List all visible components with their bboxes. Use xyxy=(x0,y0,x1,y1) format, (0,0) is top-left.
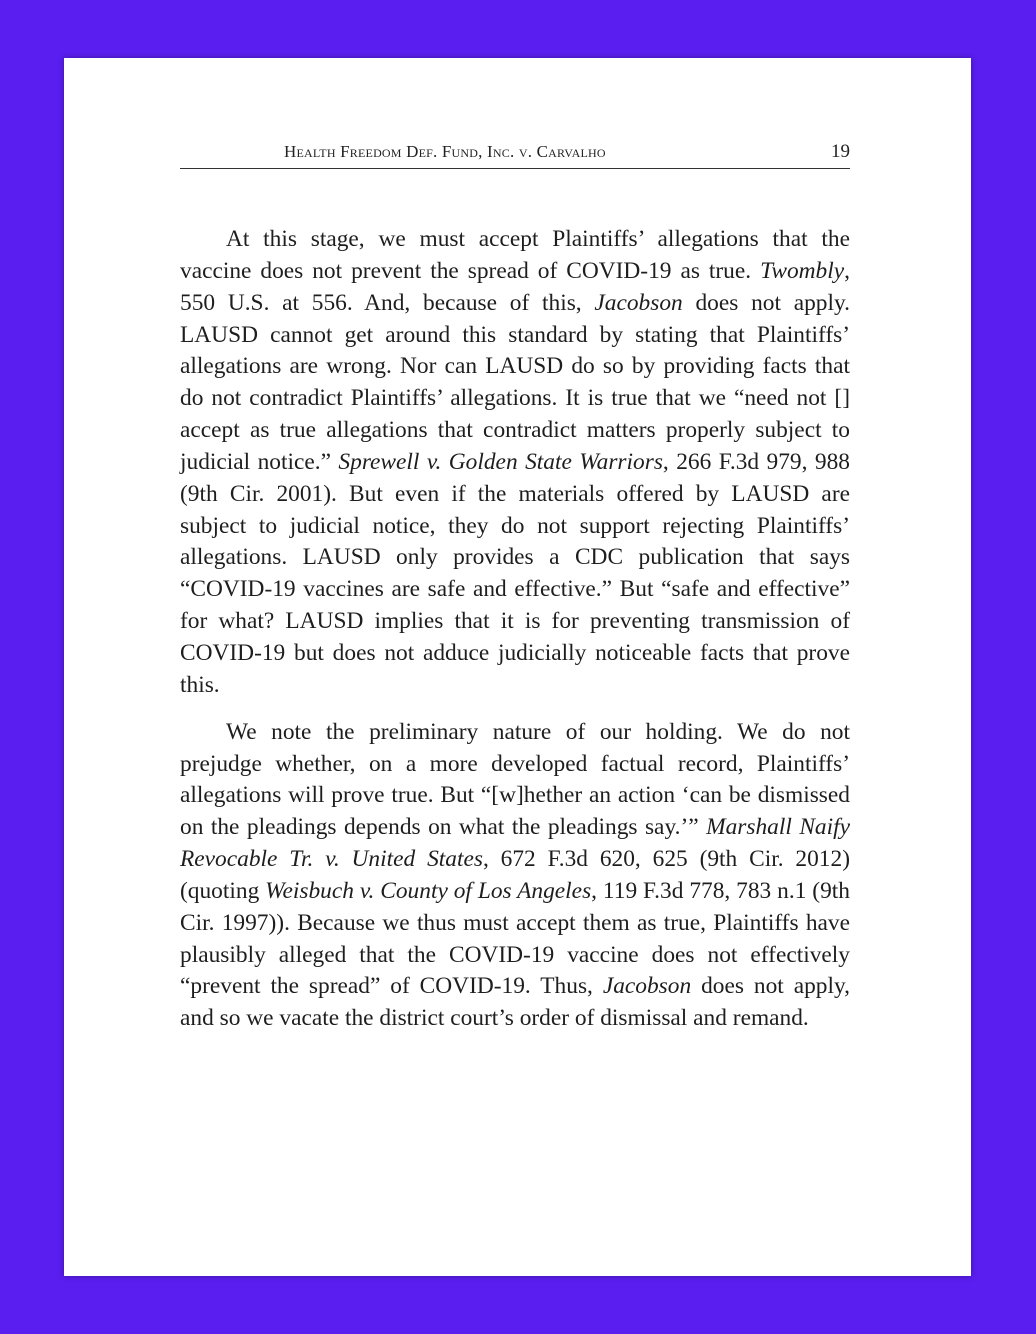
case-citation: Twombly xyxy=(760,257,845,284)
text-segment: At this stage, we must accept Plaintiffs’ allegations that the vaccine does not prevent the spread of COVID-19 as true. xyxy=(180,226,850,284)
document-page xyxy=(64,58,971,1276)
case-citation: Marshall Naify Revocable Tr. v. United States xyxy=(180,814,850,873)
text-segment: , 119 F.3d 778, 783 n.1 (9th Cir. 1997)). Because we thus must accept them as true, Plaintiffs have plausibly alleged that the COVID-19 vaccine does not effectively “prevent the spread” of COVID-19. Thus, xyxy=(180,877,850,1000)
page-number: 19 xyxy=(831,141,850,162)
running-header xyxy=(180,140,850,169)
case-title: Health Freedom Def. Fund, Inc. v. Carvalho xyxy=(284,142,606,161)
case-citation: Jacobson xyxy=(602,973,692,1000)
case-citation: Jacobson xyxy=(594,289,683,316)
paragraph-2 xyxy=(180,717,850,1035)
text-segment: We note the preliminary nature of our holding. We do not prejudge whether, on a more developed factual record, Plaintiffs’ allegations will prove true. But “[w]hether an action ‘can be dismissed on the pleadings depends on what the pleadings say.’” xyxy=(180,718,850,841)
case-citation: Weisbuch v. County of Los Angeles xyxy=(265,877,592,904)
text-segment: , 672 F.3d 620, 625 (9th Cir. 2012) (quoting xyxy=(180,846,850,904)
text-segment: , 550 U.S. at 556. And, because of this, xyxy=(180,257,850,316)
text-segment: , 266 F.3d 979, 988 (9th Cir. 2001). But even if the materials offered by LAUSD are subject to judicial notice, they do not support rejecting Plaintiffs’ allegations. LAUSD only provides a CDC publication that says “COVID-19 vaccines are safe and effective.” But “safe and effective” for what? LAUSD implies that it is for preventing transmission of COVID-19 but does not adduce judicially noticeable facts that prove this. xyxy=(180,448,851,698)
text-segment: does not apply, and so we vacate the district court’s order of dismissal and remand. xyxy=(180,973,850,1032)
paragraph-1 xyxy=(180,224,850,702)
text-segment: does not apply. LAUSD cannot get around this standard by stating that Plaintiffs’ allegations are wrong. Nor can LAUSD do so by providing facts that do not contradict Plaintiffs’ allegations. It is true that we “need not [] accept as true allegations that contradict matters properly subject to judicial notice.” xyxy=(180,289,851,475)
case-citation: Sprewell v. Golden State Warriors xyxy=(338,448,663,475)
opinion-body xyxy=(180,224,850,1050)
